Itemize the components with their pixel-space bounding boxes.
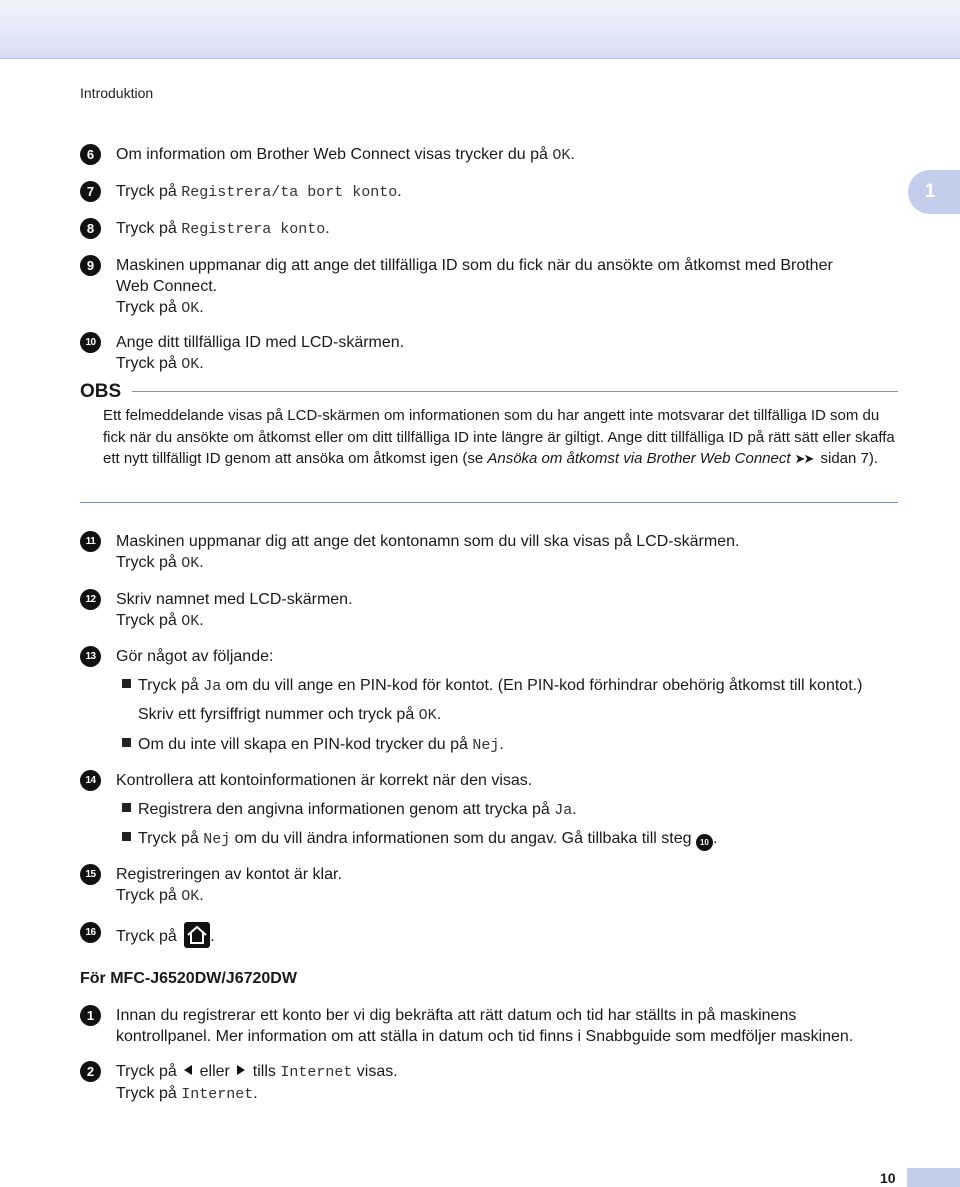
step-16-text: Tryck på	[116, 928, 182, 945]
ui-label: OK	[181, 613, 200, 630]
section2-step-2	[80, 1061, 900, 1105]
ui-label: Nej	[472, 737, 500, 754]
step-9-line-2	[116, 276, 900, 297]
text-run: Gör något av följande:	[116, 648, 274, 665]
text-run: Om du inte vill skapa en PIN-kod trycker du på	[138, 736, 473, 753]
step14-option-nej-text	[138, 830, 696, 847]
step-7	[80, 181, 900, 203]
text-run: .	[572, 801, 577, 818]
step-14	[80, 770, 900, 791]
step-16	[80, 922, 900, 948]
ui-label: OK	[418, 707, 437, 724]
step-number-badge: 16	[80, 922, 101, 943]
ui-label: Ja	[554, 802, 573, 819]
section2-step-2-line-1: Tryck på eller tills Internet visas.	[116, 1063, 398, 1081]
text-run: om du vill ange en PIN-kod för kontot. (En PIN-kod förhindrar obehörig åtkomst till kontot.)	[221, 677, 863, 694]
ui-label: OK	[181, 300, 200, 317]
note-text-1: Ett felmeddelande visas på LCD-skärmen om informationen som du har angett inte motsvarar det tillfälliga ID som du fick när du ansökte om åtkomst eller om ditt tillfälliga ID inte längre är giltigt. Ange ditt tillfälliga ID på rätt sätt eller skaffa ett nytt tillfälligt ID genom att ansöka om åtkomst igen (se	[103, 407, 895, 467]
bullet-square-icon	[122, 738, 131, 747]
step-number-badge: 9	[80, 255, 101, 276]
text-run: Web Connect.	[116, 278, 218, 295]
section2-step-1	[80, 1005, 900, 1047]
note-title: OBS	[80, 381, 122, 402]
section2-step-2-line-2: Tryck på Internet.	[116, 1085, 258, 1103]
step-6-line-1	[116, 144, 900, 166]
text-run: Skriv namnet med LCD-skärmen.	[116, 591, 353, 608]
text-run: .	[199, 554, 204, 571]
step-9-line-1	[116, 255, 900, 276]
page-number-bar	[907, 1168, 960, 1187]
step13-option-ja-cont	[138, 704, 441, 726]
section-title: För MFC-J6520DW/J6720DW	[80, 970, 297, 987]
step-7-line-1	[116, 181, 900, 203]
step13-option-ja-text	[138, 677, 862, 694]
step-10-line-2	[116, 353, 900, 375]
step-13-line-1	[116, 646, 900, 667]
text-run: Tryck på	[116, 887, 182, 904]
home-icon	[184, 922, 210, 948]
step-number-badge: 7	[80, 181, 101, 202]
step-8-line-1	[116, 218, 900, 240]
step-10	[80, 332, 900, 375]
text-run: Maskinen uppmanar dig att ange det kontonamn som du vill ska visas på LCD-skärmen.	[116, 533, 740, 550]
text-run: Tryck på	[116, 220, 182, 237]
bullet-square-icon	[122, 803, 131, 812]
text-run: .	[199, 612, 204, 629]
ui-label: OK	[181, 555, 200, 572]
text-run: .	[436, 706, 442, 723]
section2-step-1-line-1: Innan du registrerar ett konto ber vi dig bekräfta att rätt datum och tid har ställts in på maskinens	[116, 1007, 797, 1024]
text-run: .	[397, 183, 402, 200]
text-run: .	[199, 299, 204, 316]
note-divider-bottom	[80, 502, 898, 503]
page-number: 10	[880, 1170, 896, 1186]
text-run: Tryck på	[116, 612, 182, 629]
text-run: .	[325, 220, 330, 237]
step14-option-nej	[122, 828, 912, 851]
text-run: Ange ditt tillfälliga ID med LCD-skärmen.	[116, 334, 405, 351]
step-12	[80, 589, 900, 632]
text-run: .	[499, 736, 504, 753]
step14-option-ja-text	[138, 801, 577, 818]
step-12-line-2	[116, 610, 900, 632]
step-15-line-2	[116, 885, 900, 907]
text-run: Tryck på	[116, 554, 182, 571]
step-14-text: Kontrollera att kontoinformationen är korrekt när den visas.	[116, 772, 533, 789]
step-11-line-1	[116, 531, 900, 552]
step-12-line-1	[116, 589, 900, 610]
note-link[interactable]: Ansöka om åtkomst via Brother Web Connect	[487, 450, 791, 467]
step-11	[80, 531, 900, 574]
step-reference-badge: 10	[696, 834, 713, 851]
ui-label: OK	[181, 356, 200, 373]
ui-label: Nej	[203, 831, 231, 848]
step13-option-nej	[122, 734, 912, 756]
step-number-badge: 13	[80, 646, 101, 667]
ui-label: Registrera konto	[181, 221, 326, 238]
page-header-band	[0, 0, 960, 59]
step-9	[80, 255, 900, 319]
note-body	[103, 405, 903, 470]
step-number-badge: 2	[80, 1061, 101, 1082]
step-number-badge: 1	[80, 1005, 101, 1026]
step-number-badge: 8	[80, 218, 101, 239]
text-run: Tryck på	[116, 183, 182, 200]
double-arrow-icon: ➤➤	[794, 451, 813, 466]
step-9-line-3	[116, 297, 900, 319]
note-divider-top	[132, 391, 898, 392]
step-15-line-1: Registreringen av kontot är klar.	[116, 866, 342, 883]
right-arrow-icon	[237, 1065, 245, 1075]
text-run: Tryck på	[116, 299, 182, 316]
text-run: Registrera den angivna informationen genom att trycka på	[138, 801, 555, 818]
text-run: Tryck på	[138, 830, 204, 847]
text-run: Tryck på	[116, 355, 182, 372]
section2-step-1-line-2: kontrollpanel. Mer information om att ställa in datum och tid finns i Snabbguide som medföljer maskinen.	[116, 1028, 854, 1045]
text-run: .	[199, 887, 204, 904]
ui-label: OK	[181, 888, 200, 905]
section-header: Introduktion	[80, 85, 154, 101]
text-run: Maskinen uppmanar dig att ange det tillfälliga ID som du fick när du ansökte om åtkomst med Brother	[116, 257, 833, 274]
step-number-badge: 11	[80, 531, 101, 552]
step-10-line-1	[116, 332, 900, 353]
step-13	[80, 646, 900, 667]
text-run: om du vill ändra informationen som du angav. Gå tillbaka till steg	[230, 830, 696, 847]
ui-label: Ja	[203, 678, 222, 695]
step14-option-nej-end: .	[712, 830, 718, 847]
step13-option-ja	[122, 675, 912, 697]
text-run: .	[570, 146, 575, 163]
note-text-2: sidan 7).	[816, 450, 879, 467]
chapter-tab	[908, 170, 960, 214]
text-run: Tryck på	[138, 677, 204, 694]
step-11-line-2	[116, 552, 900, 574]
step-number-badge: 6	[80, 144, 101, 165]
ui-label: Registrera/ta bort konto	[181, 184, 398, 201]
text-run: Skriv ett fyrsiffrigt nummer och tryck på	[138, 706, 419, 723]
left-arrow-icon	[184, 1065, 192, 1075]
step-number-badge: 12	[80, 589, 101, 610]
step-number-badge: 14	[80, 770, 101, 791]
step-number-badge: 15	[80, 864, 101, 885]
text-run: .	[199, 355, 204, 372]
bullet-square-icon	[122, 832, 131, 841]
step-15	[80, 864, 900, 907]
step13-option-nej-text	[138, 736, 504, 753]
step-8	[80, 218, 900, 240]
chapter-number: 1	[924, 181, 936, 202]
step-number-badge: 10	[80, 332, 101, 353]
bullet-square-icon	[122, 679, 131, 688]
step-6	[80, 144, 900, 166]
step14-option-ja	[122, 799, 912, 821]
ui-label: OK	[552, 147, 571, 164]
text-run: Om information om Brother Web Connect visas trycker du på	[116, 146, 553, 163]
step-16-end: .	[210, 928, 215, 945]
